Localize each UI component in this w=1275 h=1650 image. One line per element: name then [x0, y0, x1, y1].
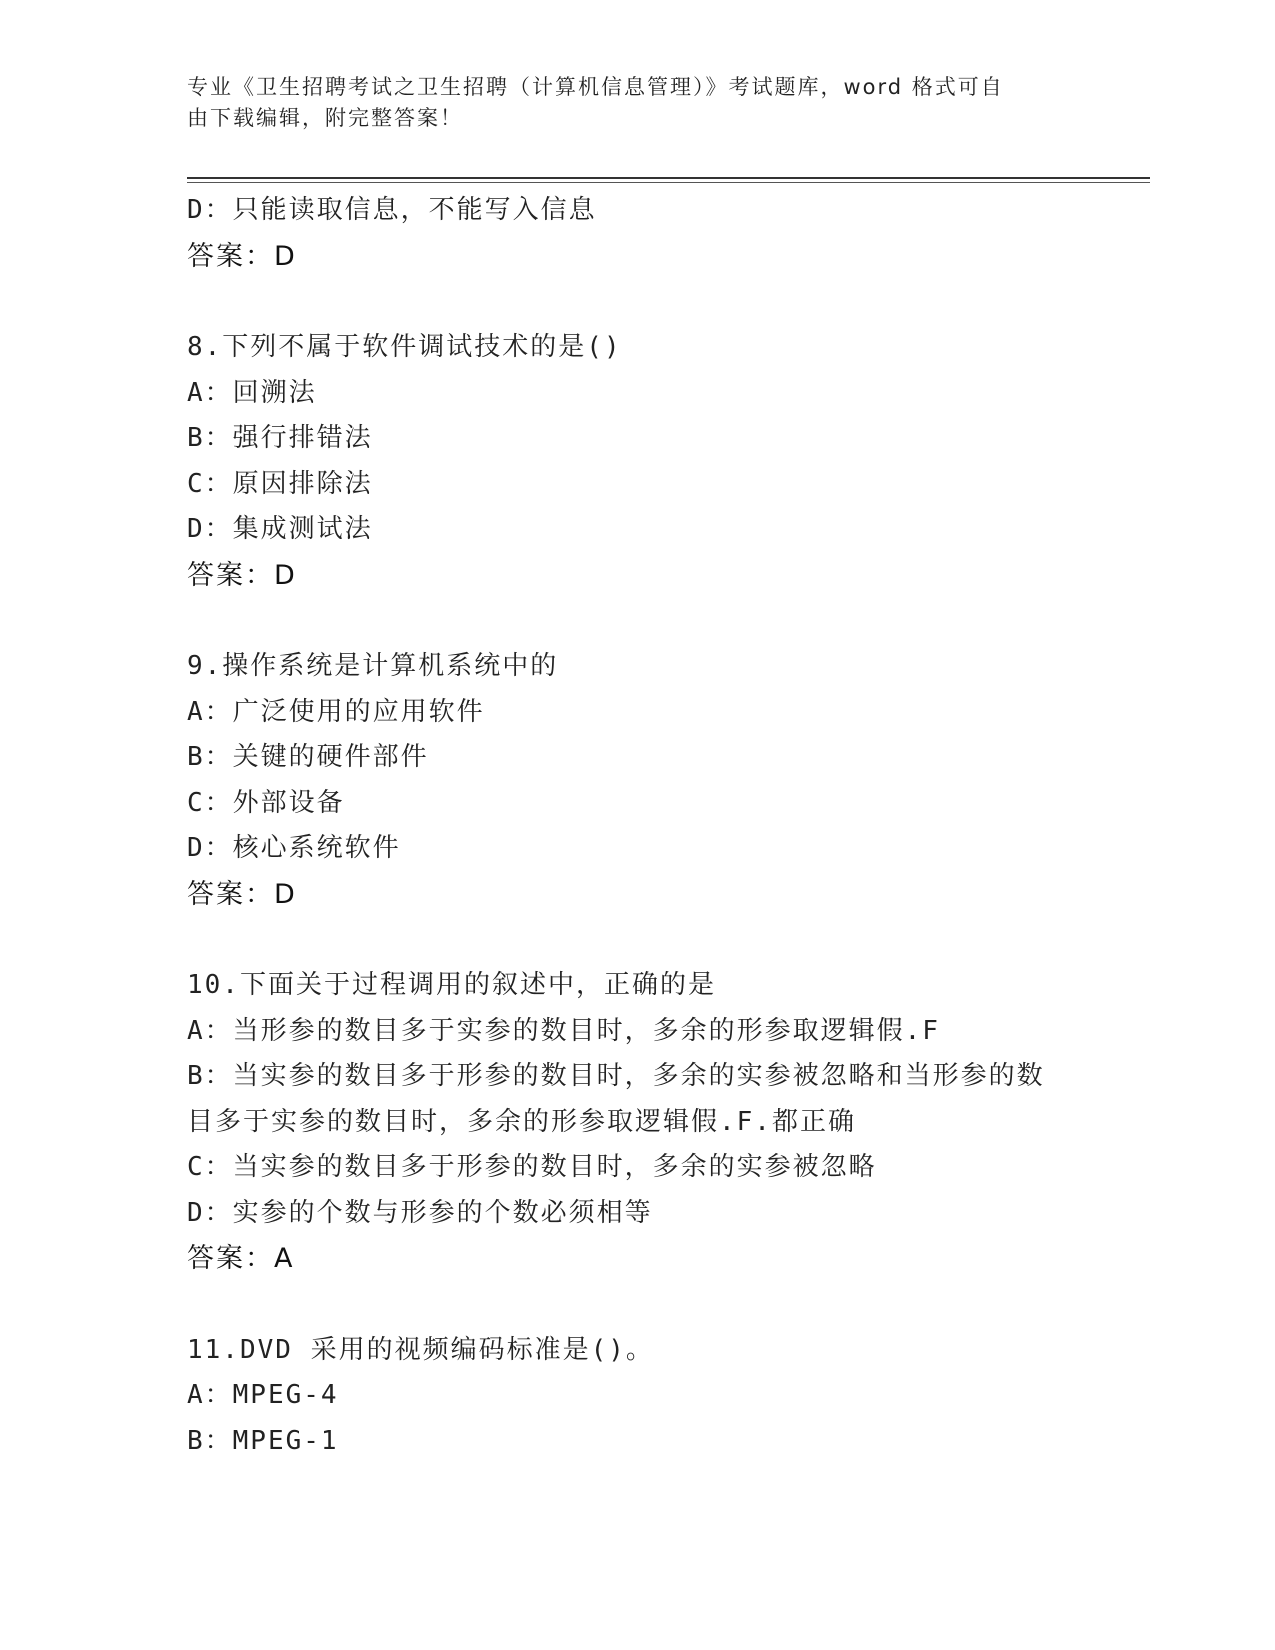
option-d: D：实参的个数与形参的个数必须相等 — [187, 1197, 653, 1228]
header-line-2: 由下载编辑，附完整答案！ — [187, 106, 463, 130]
question-block-8 — [187, 325, 1087, 598]
option-b: B：当实参的数目多于形参的数目时，多余的实参被忽略和当形参的数目多于实参的数目时，多余的形参取逻辑假.F.都正确 — [187, 1061, 1045, 1137]
option-c: C：当实参的数目多于形参的数目时，多余的实参被忽略 — [187, 1152, 877, 1182]
question-block-11 — [187, 1328, 1087, 1465]
answer-line: 答案：A — [187, 1243, 295, 1274]
question-block-previous — [187, 188, 1087, 279]
option-b: B：强行排错法 — [187, 423, 373, 453]
option-d: D：集成测试法 — [187, 514, 373, 544]
question-text: 11.DVD 采用的视频编码标准是()。 — [187, 1334, 654, 1365]
option-d: D：只能读取信息，不能写入信息 — [187, 195, 597, 225]
option-a: A：当形参的数目多于实参的数目时，多余的形参取逻辑假.F — [187, 1015, 940, 1046]
header-divider-thin — [187, 182, 1150, 183]
option-a: A：MPEG-4 — [187, 1380, 339, 1410]
answer-line: 答案：D — [187, 878, 297, 910]
option-c: C：原因排除法 — [187, 468, 373, 499]
question-block-9 — [187, 644, 1087, 917]
header-divider-thick — [187, 177, 1150, 179]
option-d: D：核心系统软件 — [187, 833, 401, 863]
question-text: 8.下列不属于软件调试技术的是() — [187, 332, 622, 362]
question-block-10 — [187, 963, 1087, 1282]
answer-line: 答案：D — [187, 240, 297, 272]
header-line-1: 专业《卫生招聘考试之卫生招聘（计算机信息管理）》考试题库，word 格式可自 — [187, 75, 1004, 99]
question-text: 10.下面关于过程调用的叙述中，正确的是 — [187, 970, 716, 1000]
option-a: A：回溯法 — [187, 377, 317, 408]
document-header — [187, 72, 1067, 134]
option-b: B：关键的硬件部件 — [187, 742, 429, 772]
answer-line: 答案：D — [187, 559, 297, 591]
question-list — [187, 188, 1087, 1464]
option-b: B：MPEG-1 — [187, 1425, 339, 1456]
option-a: A：广泛使用的应用软件 — [187, 696, 485, 727]
question-text: 9.操作系统是计算机系统中的 — [187, 651, 559, 681]
option-c: C：外部设备 — [187, 787, 345, 818]
